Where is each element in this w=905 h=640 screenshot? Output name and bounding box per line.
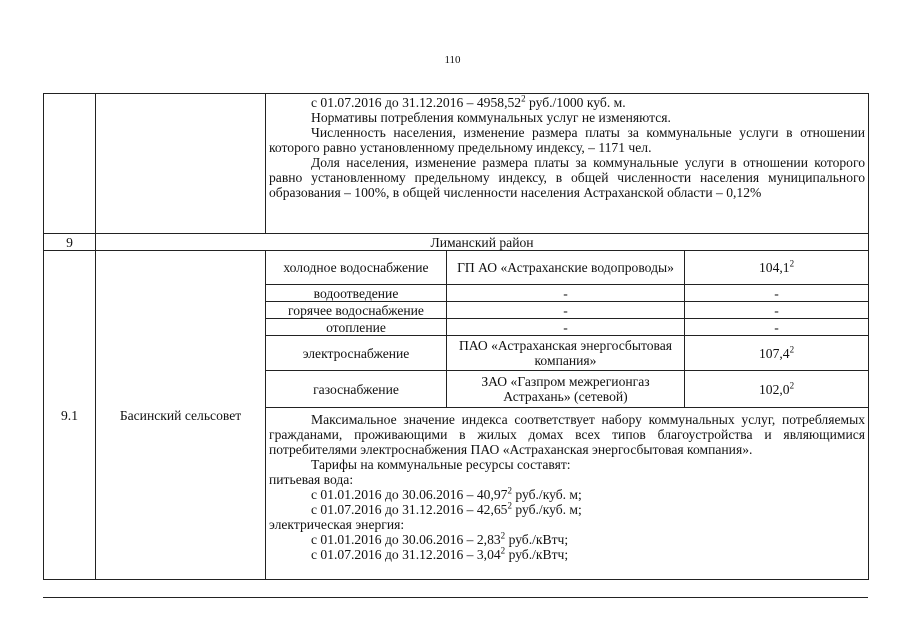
electric-tariff-1: с 01.01.2016 до 30.06.2016 – 2,83$^2$ руб./кВтч; — [311, 530, 569, 547]
settlement-name: Басинский сельсовет — [96, 251, 266, 580]
tariffs-intro: Тарифы на коммунальные ресурсы составят: — [311, 457, 571, 472]
max-index-paragraph: Максимальное значение индекса соответствует набору коммунальных услуг, потребляемых гражданами, проживающими в жилых домах всех типов благоустройства и являющимися потребителями электроснабжения ПАО «Астраханская энергосбытовая компания». — [269, 412, 866, 457]
index-value: - — [685, 285, 869, 302]
index-value: - — [685, 302, 869, 319]
norms-paragraph: Нормативы потребления коммунальных услуг не изменяются. — [311, 110, 671, 125]
index-value: 104,1$^2$ — [685, 251, 869, 285]
provider-name: - — [447, 319, 685, 336]
tariff-table — [43, 93, 869, 580]
table-bottom-border — [43, 597, 868, 598]
top-text-cell — [266, 94, 869, 234]
index-value: 107,4$^2$ — [685, 336, 869, 371]
service-name: водоотведение — [266, 285, 447, 302]
service-name: электроснабжение — [266, 336, 447, 371]
service-name: холодное водоснабжение — [266, 251, 447, 285]
table-row — [44, 94, 869, 234]
bottom-text-cell — [266, 408, 869, 580]
population-paragraph: Численность населения, изменение размера платы за коммунальные услуги в отношении которого равно установленному предельному индексу, – 1171 чел. — [269, 125, 866, 155]
index-value: 102,0$^2$ — [685, 371, 869, 408]
index-value: - — [685, 319, 869, 336]
empty-cell — [96, 94, 266, 234]
provider-name: - — [447, 302, 685, 319]
service-name: отопление — [266, 319, 447, 336]
settlement-number: 9.1 — [44, 251, 96, 580]
provider-name: ГП АО «Астраханские водопроводы» — [447, 251, 685, 285]
electric-tariff-2: с 01.07.2016 до 31.12.2016 – 3,04$^2$ руб./кВтч; — [311, 545, 569, 562]
electric-label: электрическая энергия: — [269, 517, 405, 532]
service-name: газоснабжение — [266, 371, 447, 408]
water-label: питьевая вода: — [269, 472, 354, 487]
district-number: 9 — [44, 234, 96, 251]
provider-name: ЗАО «Газпром межрегионгаз Астрахань» (сетевой) — [447, 371, 685, 408]
table-row — [44, 251, 869, 285]
provider-name: ПАО «Астраханская энергосбытовая компания» — [447, 336, 685, 371]
service-name: горячее водоснабжение — [266, 302, 447, 319]
page-number: 110 — [444, 54, 461, 66]
empty-cell — [44, 94, 96, 234]
tariff-line: с 01.07.2016 до 31.12.2016 – 4958,52$^2$ руб./1000 куб. м. — [311, 93, 626, 110]
district-name: Лиманский район — [96, 234, 869, 251]
share-paragraph: Доля населения, изменение размера платы за коммунальные услуги в отношении которого равно установленному предельному индексу, в общей численности населения муниципального образования – 100%, в общей численности населения Астраханской области – 0,12% — [269, 155, 866, 200]
water-tariff-1: с 01.01.2016 до 30.06.2016 – 40,97$^2$ руб./куб. м; — [311, 485, 582, 502]
water-tariff-2: с 01.07.2016 до 31.12.2016 – 42,65$^2$ руб./куб. м; — [311, 500, 582, 517]
provider-name: - — [447, 285, 685, 302]
district-row — [44, 234, 869, 251]
